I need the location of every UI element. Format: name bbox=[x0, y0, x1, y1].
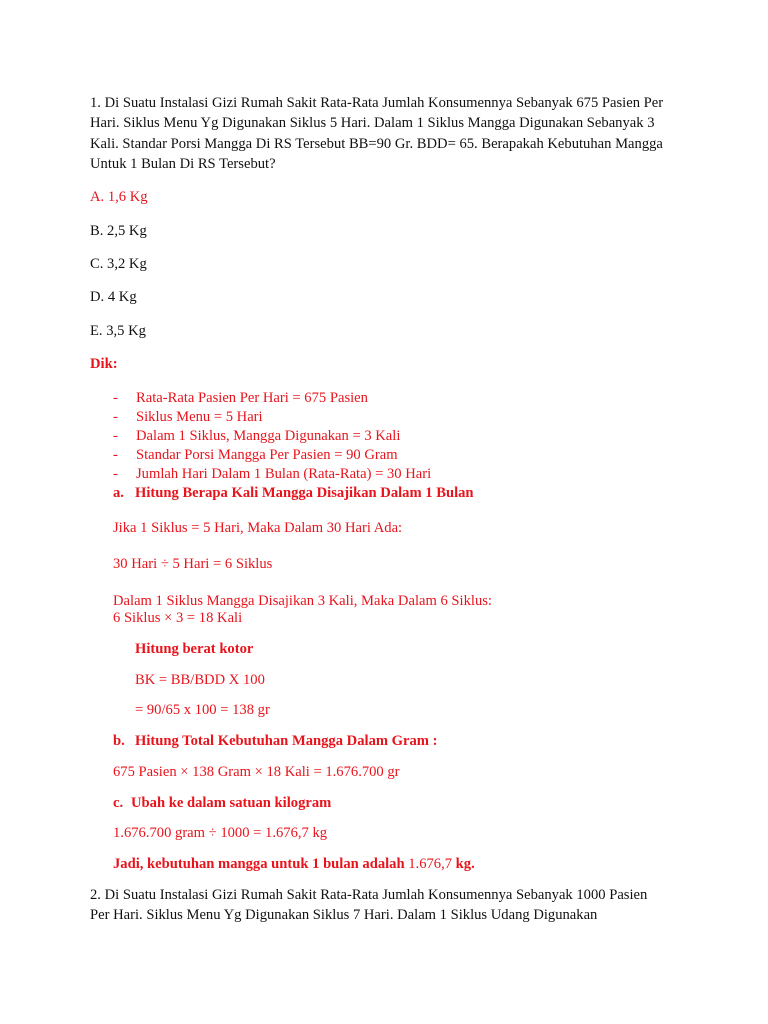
step-c-label: c. bbox=[113, 795, 124, 811]
text-jika: Jika 1 Siklus = 5 Hari, Maka Dalam 30 Hari Ada: bbox=[113, 520, 403, 536]
text-kilogram: 1.676.700 gram ÷ 1000 = 1.676,7 kg bbox=[113, 825, 328, 841]
bk-title: Hitung berat kotor bbox=[135, 641, 254, 657]
option-e: E. 3,5 Kg bbox=[90, 323, 146, 339]
bullet-dash: - bbox=[113, 409, 118, 425]
conclusion bbox=[113, 854, 475, 874]
text-30-hari: 30 Hari ÷ 5 Hari = 6 Siklus bbox=[113, 556, 273, 572]
bullet-dash: - bbox=[113, 447, 118, 463]
list-item-text: Dalam 1 Siklus, Mangga Digunakan = 3 Kali bbox=[136, 428, 401, 444]
list-item bbox=[113, 446, 431, 465]
text-dalam-1-siklus: Dalam 1 Siklus Mangga Disajikan 3 Kali, Maka Dalam 6 Siklus: bbox=[113, 593, 492, 609]
conclusion-value: 1.676,7 bbox=[408, 856, 453, 872]
text-6-siklus: 6 Siklus × 3 = 18 Kali bbox=[113, 610, 243, 626]
step-c-title: Ubah ke dalam satuan kilogram bbox=[131, 795, 332, 811]
bk-result: = 90/65 x 100 = 138 gr bbox=[135, 702, 270, 718]
bullet-dash: - bbox=[113, 428, 118, 444]
question-2-line-1: 2. Di Suatu Instalasi Gizi Rumah Sakit Rata-Rata Jumlah Konsumennya Sebanyak 1000 Pasien bbox=[90, 887, 648, 903]
step-a-heading bbox=[113, 483, 474, 503]
step-c-heading bbox=[113, 793, 331, 813]
question-2-line-2: Per Hari. Siklus Menu Yg Digunakan Siklus 7 Hari. Dalam 1 Siklus Udang Digunakan bbox=[90, 907, 598, 923]
conclusion-suffix: kg. bbox=[452, 856, 475, 872]
step-b-title: Hitung Total Kebutuhan Mangga Dalam Gram : bbox=[135, 733, 438, 749]
list-item-text: Jumlah Hari Dalam 1 Bulan (Rata-Rata) = 30 Hari bbox=[136, 466, 432, 482]
bk-formula: BK = BB/BDD X 100 bbox=[135, 672, 265, 688]
list-item bbox=[113, 465, 431, 484]
option-c: C. 3,2 Kg bbox=[90, 256, 147, 272]
list-item bbox=[113, 427, 431, 446]
step-a-title: Hitung Berapa Kali Mangga Disajikan Dalam 1 Bulan bbox=[135, 485, 474, 501]
option-b: B. 2,5 Kg bbox=[90, 223, 147, 239]
bullet-dash: - bbox=[113, 390, 118, 406]
text-total-gram: 675 Pasien × 138 Gram × 18 Kali = 1.676.700 gr bbox=[113, 764, 400, 780]
question-1: 1. Di Suatu Instalasi Gizi Rumah Sakit Rata-Rata Jumlah Konsumennya Sebanyak 675 Pasien Per Hari. Siklus Menu Yg Digunakan Siklus 5 Hari. Dalam 1 Siklus Mangga Digunakan Sebanyak 3 Kali. Standar Porsi Mangga Di RS Tersebut BB=90 Gr. BDD= 65. Berapakah Kebutuhan Mangga Untuk 1 Bulan Di RS Tersebut? bbox=[90, 95, 664, 172]
list-item bbox=[113, 408, 431, 427]
list-item-text: Siklus Menu = 5 Hari bbox=[136, 409, 263, 425]
step-b-heading bbox=[113, 731, 437, 751]
option-d: D. 4 Kg bbox=[90, 289, 137, 305]
list-item-text: Standar Porsi Mangga Per Pasien = 90 Gram bbox=[136, 447, 398, 463]
list-item-text: Rata-Rata Pasien Per Hari = 675 Pasien bbox=[136, 390, 368, 406]
step-a-label: a. bbox=[113, 485, 124, 501]
conclusion-prefix: Jadi, kebutuhan mangga untuk 1 bulan adalah bbox=[113, 856, 409, 872]
known-values-list bbox=[113, 389, 431, 484]
step-b-label: b. bbox=[113, 733, 125, 749]
list-item bbox=[113, 389, 431, 408]
dik-label: Dik: bbox=[90, 356, 118, 372]
bullet-dash: - bbox=[113, 466, 118, 482]
option-a: A. 1,6 Kg bbox=[90, 189, 148, 205]
